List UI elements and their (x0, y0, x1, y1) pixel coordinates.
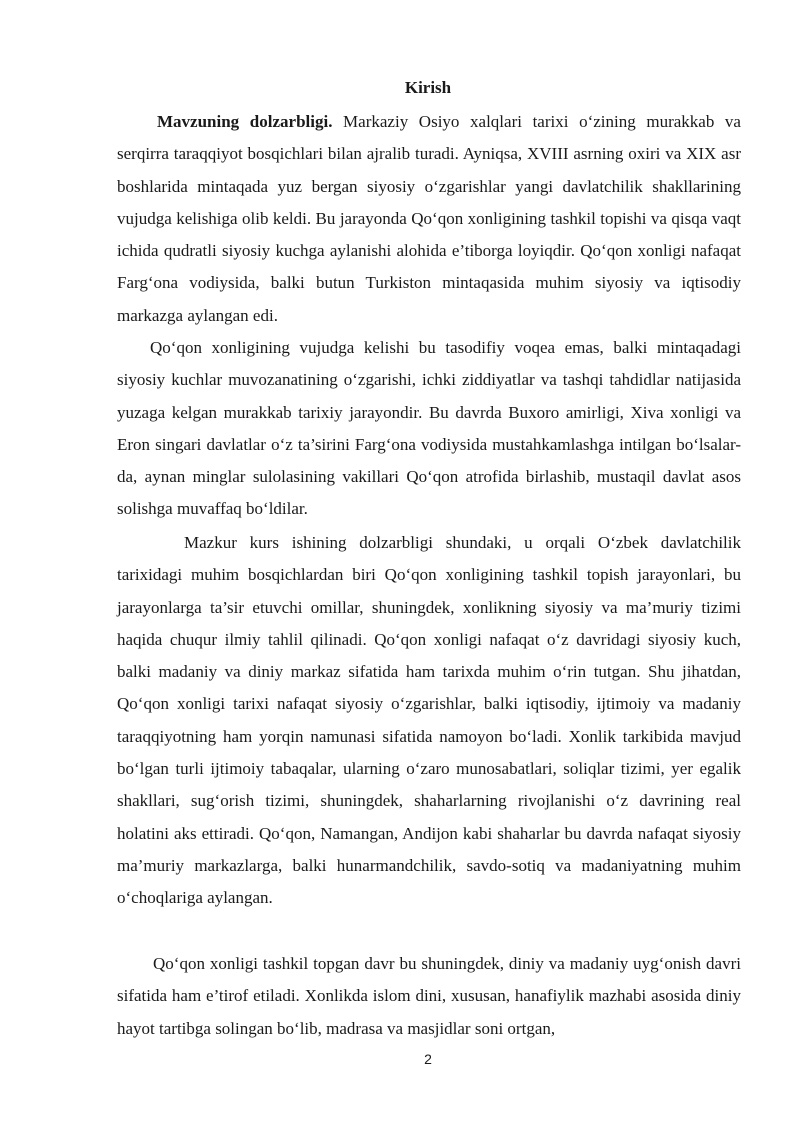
page-title: Kirish (404, 78, 452, 97)
paragraph-lead-heading: Mavzuning dolzarbligi. (157, 112, 333, 131)
paragraph-relevance (117, 106, 741, 332)
paragraph-origin: Qo‘qon xonligining vujudga kelishi bu tasodifiy voqea emas, balki mintaqadagi siyosiy kuchlar muvozanatining o‘zgarishi, ichki ziddiyatlar va tashqi tahdidlar natijasida yuzaga kelgan murakkab tarixiy jarayondir. Bu davrda Buxoro amirligi, Xiva xonligi va Eron singari davlatlar o‘z ta’sirini Farg‘ona vodiysida mustahkamlashga intilgan bo‘lsalar-da, aynan minglar sulolasining vakillari Qo‘qon atrofida birlashib, mustaqil davlat asos solishga muvaffaq bo‘ldilar. (117, 338, 741, 519)
paragraph-coursework-relevance: Mazkur kurs ishining dolzarbligi shundaki, u orqali O‘zbek davlatchilik tarixidagi muhim bosqichlardan biri Qo‘qon xonligining tashkil topish jarayonlari, bu jarayonlarga ta’sir etuvchi omillar, shuningdek, xonlikning siyosiy va ma’muriy tizimi haqida chuqur ilmiy tahlil qilinadi. Qo‘qon xonligi nafaqat o‘z davridagi siyosiy kuch, balki madaniy va diniy markaz sifatida ham tarixda muhim o‘rin tutgan. Shu jihatdan, Qo‘qon xonligi tarixi nafaqat siyosiy o‘zgarishlar, balki iqtisodiy, ijtimoiy va madaniy taraqqiyotning ham yorqin namunasi sifatida namoyon bo‘ladi. Xonlik tarkibida mavjud bo‘lgan turli ijtimoiy tabaqalar, ularning o‘zaro munosabatlari, soliqlar tizimi, yer egalik shakllari, sug‘orish tizimi, shuningdek, shaharlarning rivojlanishi o‘z davrining real holatini aks ettiradi. Qo‘qon, Namangan, Andijon kabi shaharlar bu davrda nafaqat siyosiy ma’muriy markazlarga, balki hunarmandchilik, savdo-sotiq va madaniyatning muhim o‘choqlariga aylangan. (117, 533, 741, 908)
paragraph-religious-cultural: Qo‘qon xonligi tashkil topgan davr bu shuningdek, diniy va madaniy uyg‘onish davri sifatida ham e’tirof etiladi. Xonlikda islom dini, xususan, hanafiylik mazhabi asosida diniy hayot tartibga solingan bo‘lib, madrasa va masjidlar soni ortgan, (117, 954, 741, 1038)
paragraph-text: Markaziy Osiyo xalqlari tarixi o‘zining murakkab va serqirra taraqqiyot bosqichlari bilan ajralib turadi. Ayniqsa, XVIII asrning oxiri va XIX asr boshlarida mintaqada yuz bergan siyosiy o‘zgarishlar yangi davlatchilik shakllarining vujudga kelishiga olib keldi. Bu jarayonda Qo‘qon xonligining tashkil topishi va qisqa vaqt ichida qudratli siyosiy kuchga aylanishi alohida e’tiborga loyiqdir. Qo‘qon xonligi nafaqat Farg‘ona vodiysida, balki butun Turkiston mintaqasida muhim siyosiy va iqtisodiy markazga aylangan edi. (117, 112, 741, 325)
page-number: 2 (424, 1051, 432, 1067)
